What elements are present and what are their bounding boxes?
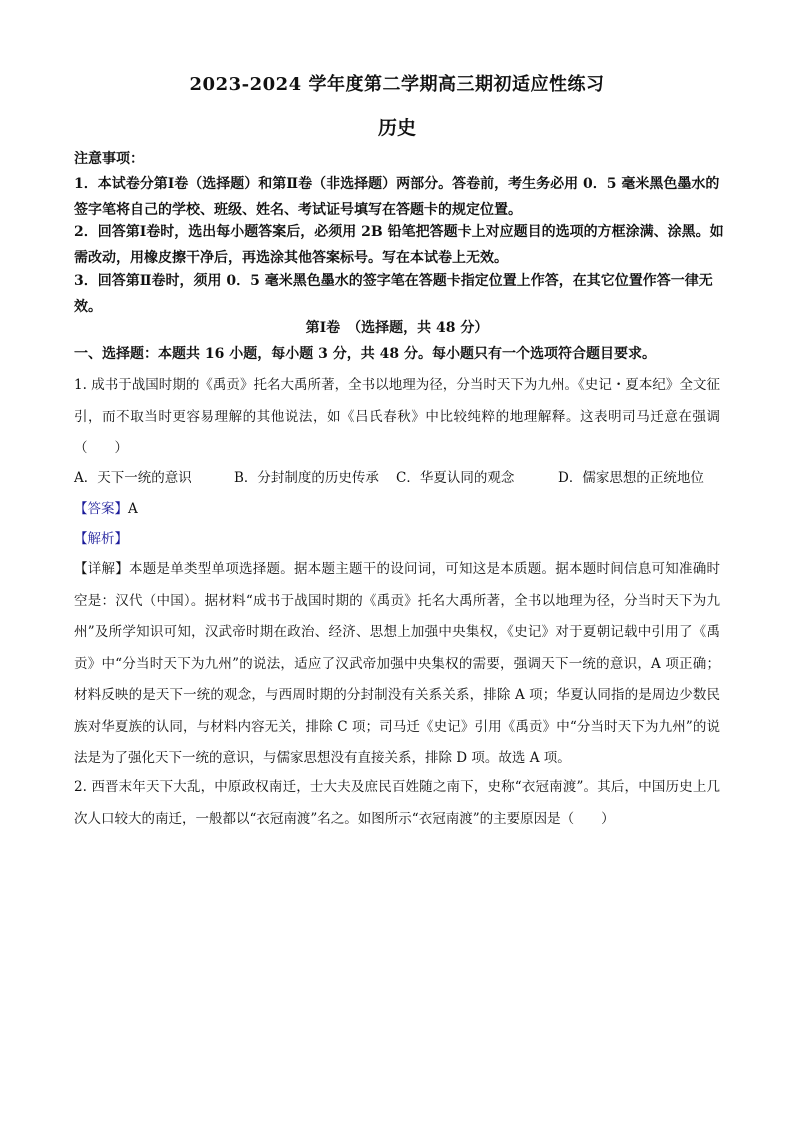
notice-item-3: 3．回答第Ⅱ卷时，须用 0．5 毫米黑色墨水的签字笔在答题卡指定位置上作答，在其它位置作答一律无效。 — [74, 273, 713, 315]
subject-title: 历史 — [377, 117, 416, 139]
option-d: D．儒家思想的正统地位 — [558, 470, 704, 486]
analysis-tag: 【解析】 — [74, 531, 128, 547]
detail-text: 本题是单类型单项选择题。据本题主题干的设问词，可知这是本质题。据本题时间信息可知准确时空是：汉代（中国）。据材料“成书于战国时期的《禹贡》托名大禹所著，全书以地理为径，分当时天下为九州”及所学知识可知，汉武帝时期在政治、经济、思想上加强中央集权，《史记》对于夏朝记载中引用了《禹贡》中“分当时天下为九州”的说法，适应了汉武帝加强中央集权的需要，强调天下一统的意识，A 项正确；材料反映的是天下一统的观念，与西周时期的分封制没有关系关系，排除 A 项；华夏认同指的是周边少数民族对华夏族的认同，与材料内容无关，排除 C 项；司马迁《史记》引用《禹贡》中“分当时天下为九州”的说法是为了强化天下一统的意识，与儒家思想没有直接关系，排除 D 项。故选 A 项。 — [74, 561, 720, 766]
analysis-line — [74, 527, 128, 547]
notice-item-2: 2．回答第Ⅰ卷时，选出每小题答案后，必须用 2B 铅笔把答题卡上对应题目的选项的方框涂满、涂黑。如需改动，用橡皮擦干净后，再选涂其他答案标号。写在本试卷上无效。 — [74, 224, 724, 266]
detail-tag: 【详解】 — [74, 561, 129, 577]
answer-value: A — [128, 501, 138, 517]
question-1-stem: 1. 成书于战国时期的《禹贡》托名大禹所著，全书以地理为径，分当时天下为九州。《史记・夏本纪》全文征引，而不取当时更容易理解的其他说法，如《吕氏春秋》中比较纯粹的地理解释。这表明司马迁意在强调（ ） — [74, 377, 720, 456]
answer-tag: 【答案】 — [74, 501, 128, 517]
option-a: A．天下一统的意识 — [74, 470, 192, 486]
answer-line — [74, 497, 138, 517]
detail-explanation — [74, 554, 720, 775]
notice-item-1: 1．本试卷分第Ⅰ卷（选择题）和第Ⅱ卷（非选择题）两部分。答卷前，考生务必用 0．5 毫米黑色墨水的签字笔将自己的学校、班级、姓名、考试证号填写在答题卡的规定位置。 — [74, 176, 720, 218]
section-heading: 第Ⅰ卷 （选择题，共 48 分） — [305, 320, 489, 336]
notice-heading: 注意事项： — [74, 151, 144, 167]
question-1-options — [74, 462, 724, 492]
section-instruction: 一、选择题：本题共 16 小题，每小题 3 分，共 48 分。每小题只有一个选项符合题目要求。 — [74, 346, 656, 362]
option-c: C．华夏认同的观念 — [396, 470, 515, 486]
exam-title: 2023-2024 学年度第二学期高三期初适应性练习 — [189, 74, 605, 95]
question-2-stem: 2. 西晋末年天下大乱，中原政权南迁，士大夫及庶民百姓随之南下，史称“衣冠南渡”。其后，中国历史上几次人口较大的南迁，一般都以“衣冠南渡”名之。如图所示“衣冠南渡”的主要原因是（ ） — [74, 779, 720, 827]
option-b: B．分封制度的历史传承 — [234, 470, 379, 486]
